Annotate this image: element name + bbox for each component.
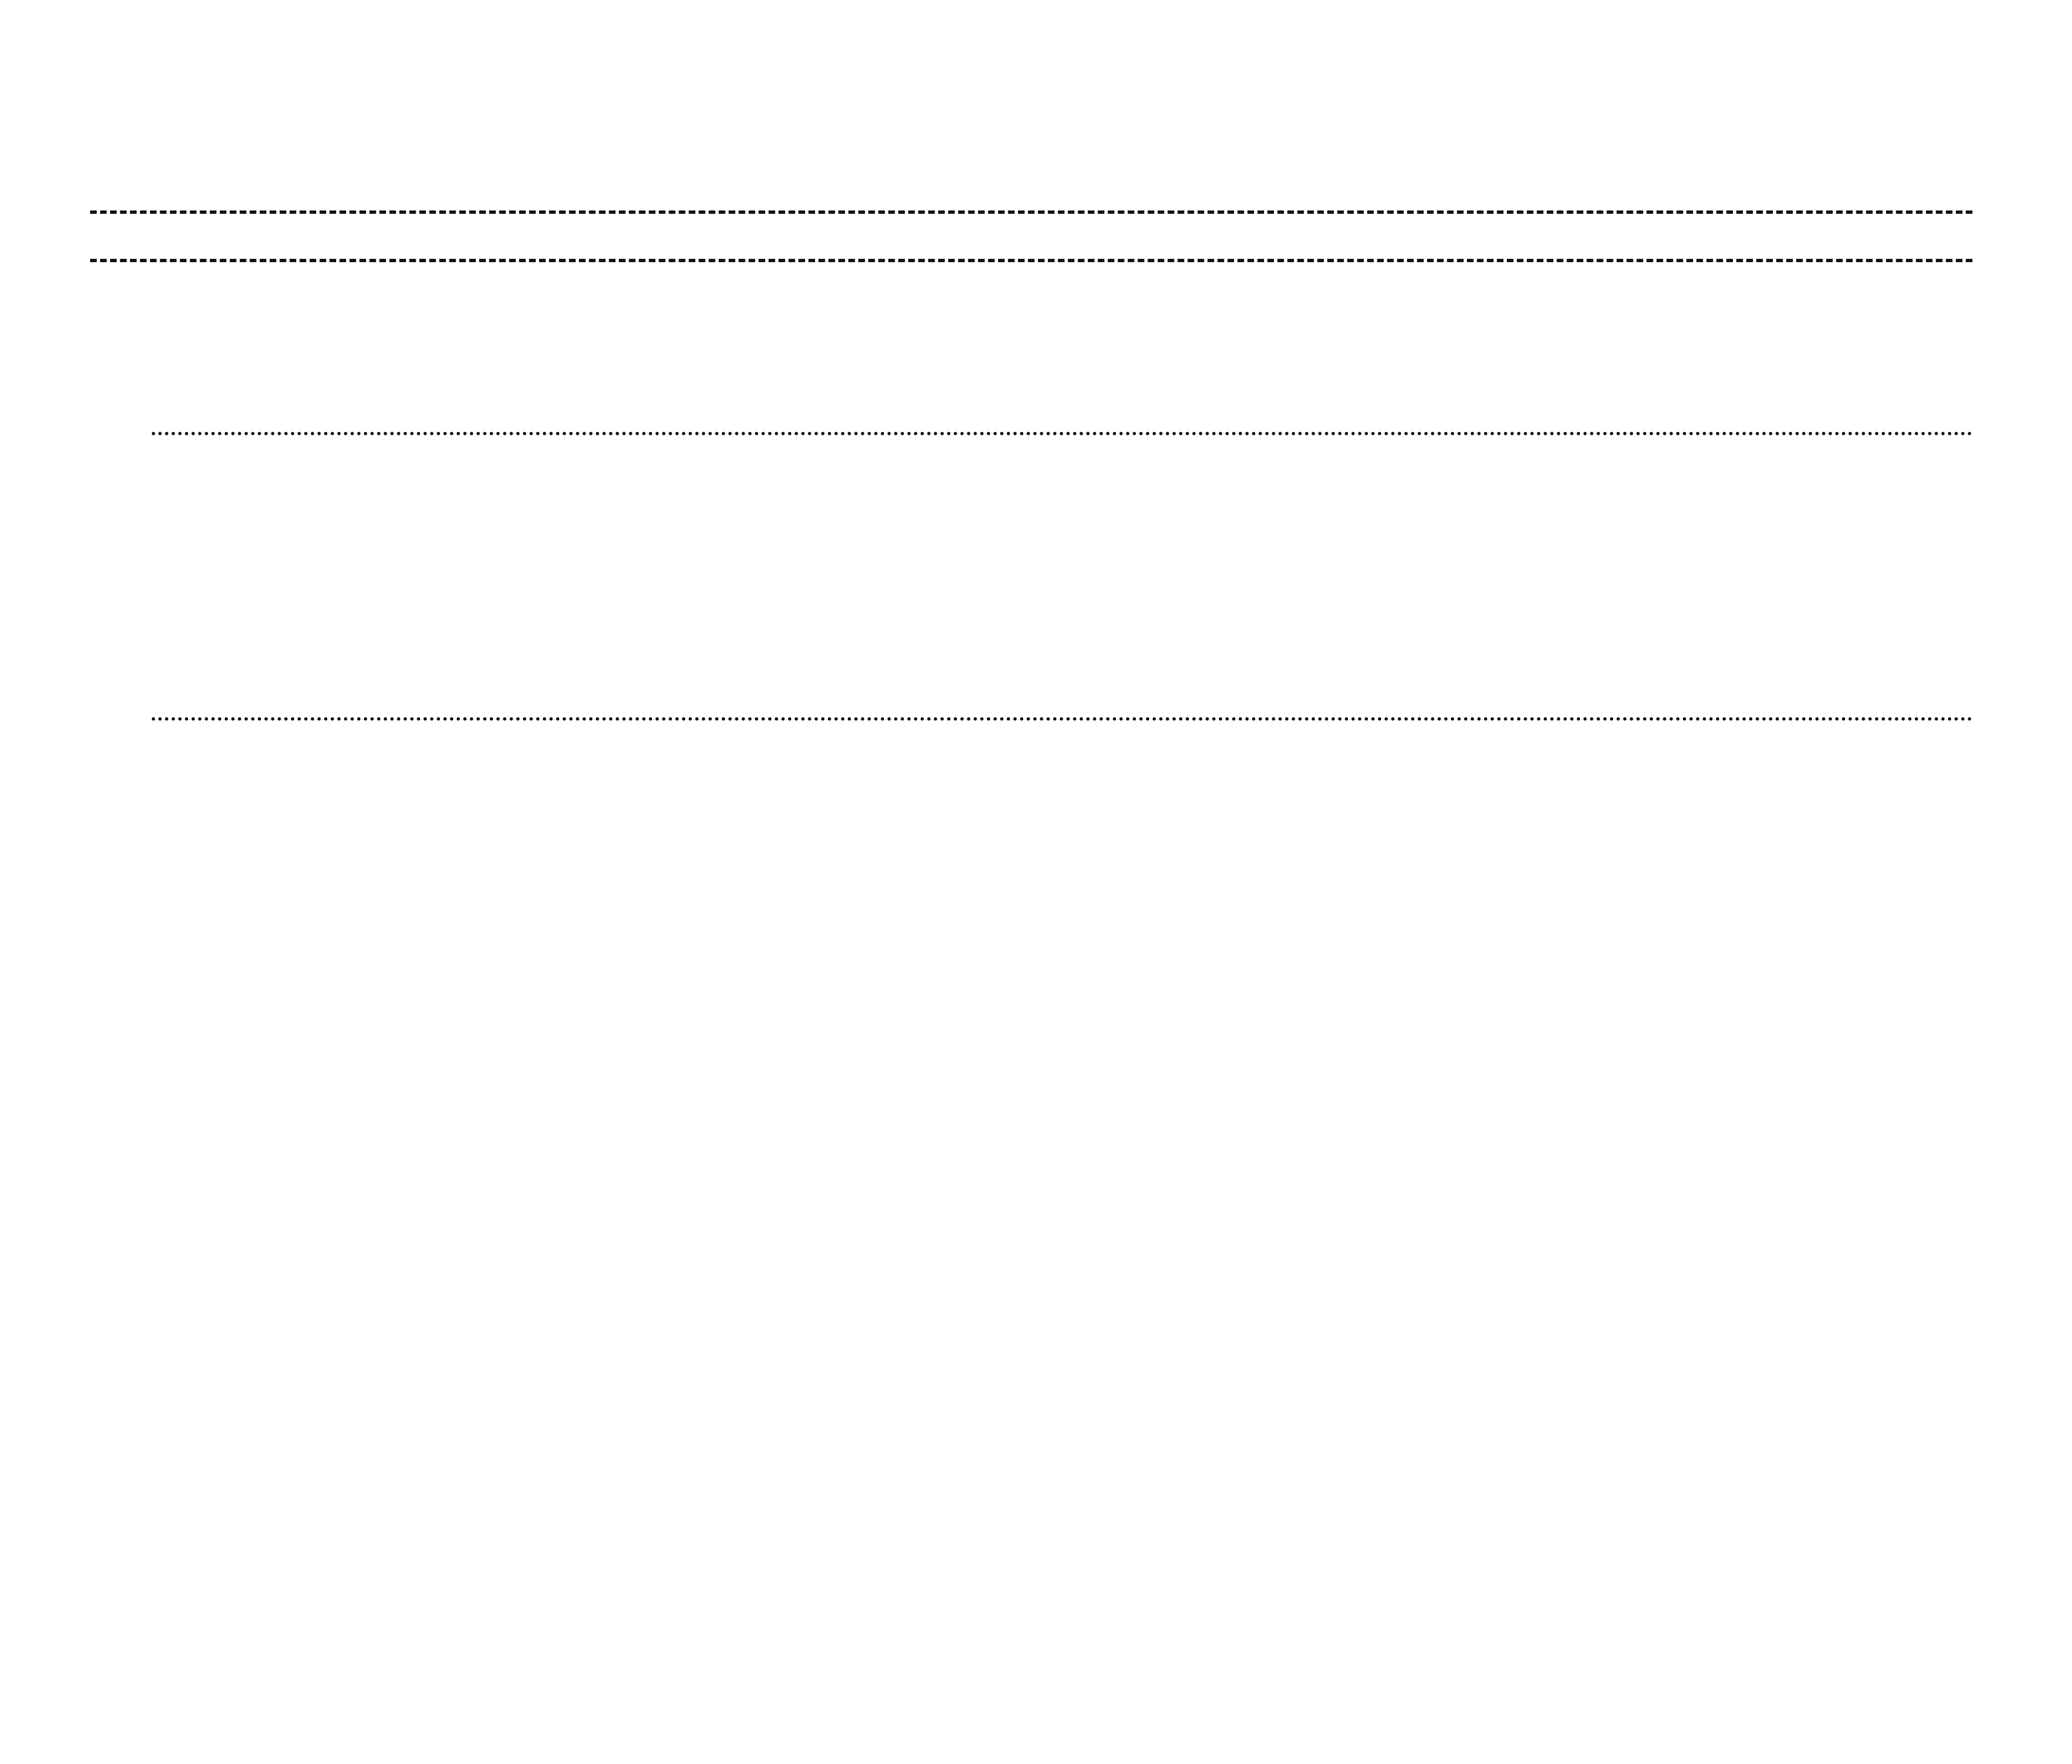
header-rule-top — [90, 210, 1972, 214]
totals-rule — [152, 432, 1972, 435]
header-rule-bottom — [90, 259, 1972, 262]
section-rule — [152, 717, 1972, 721]
